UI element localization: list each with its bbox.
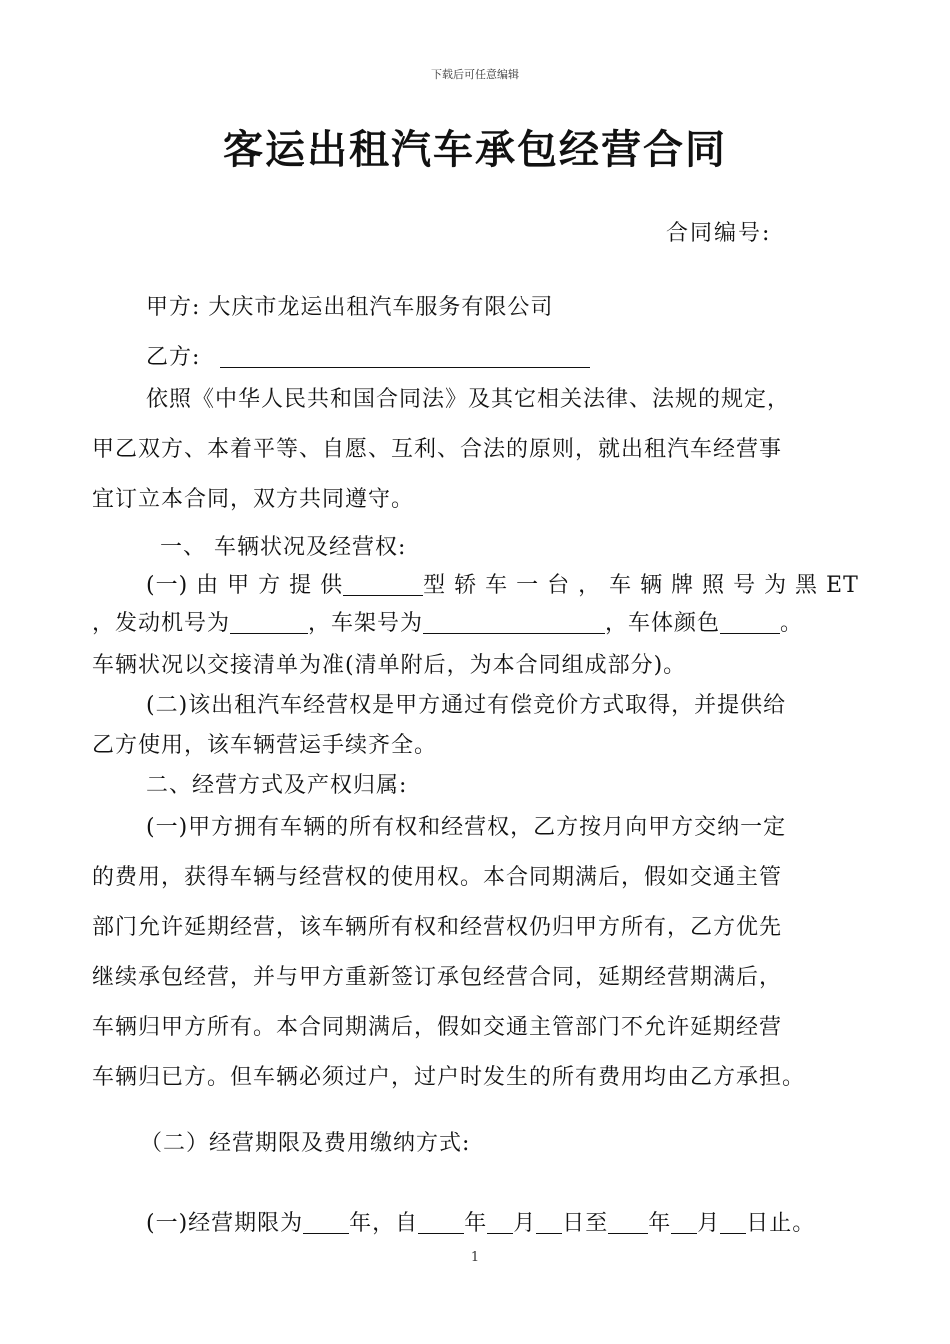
s1-item1-text-e: ，车体颜色 (605, 611, 721, 636)
s1-item1-line-2 (92, 606, 803, 637)
term-text-c: 年 (464, 1211, 488, 1236)
document-title: 客运出租汽车承包经营合同 (223, 126, 727, 173)
engine-no-blank (230, 611, 308, 634)
s1-item1-text-d: ，车架号为 (308, 611, 424, 636)
party-b (146, 340, 590, 371)
term-text-b: 年，自 (349, 1211, 419, 1236)
section2-heading: 二、经营方式及产权归属: (146, 773, 408, 798)
intro-line-3: 宜订立本合同，双方共同遵守。 (92, 487, 415, 512)
term-text-g: 月 (697, 1211, 721, 1236)
s2-item1-line-4: 继续承包经营，并与甲方重新签订承包经营合同，延期经营期满后， (92, 965, 783, 990)
header-note: 下载后可任意编辑 (431, 68, 519, 81)
s1-item1-text-a: (一) 由 甲 方 提 供 (146, 573, 344, 598)
end-month-blank (671, 1211, 697, 1234)
color-blank (720, 611, 780, 634)
term-text-e: 日至 (562, 1211, 609, 1236)
frame-no-blank (423, 611, 605, 634)
contract-number-label: 合同编号: (666, 221, 772, 246)
section1-heading: 一、 车辆状况及经营权: (160, 535, 407, 560)
s1-item1-line-3: 车辆状况以交接清单为准(清单附后，为本合同组成部分)。 (92, 653, 687, 678)
s2-item1-line-3: 部门允许延期经营，该车辆所有权和经营权仍归甲方所有，乙方优先 (92, 915, 783, 940)
intro-line-1: 依照《中华人民共和国合同法》及其它相关法律、法规的规定， (146, 387, 791, 412)
term-text-d: 月 (513, 1211, 537, 1236)
s1-item1-text-f: 。 (780, 611, 804, 636)
term-years-blank (303, 1211, 349, 1234)
start-year-blank (418, 1211, 464, 1234)
party-a: 甲方: 大庆市龙运出租汽车服务有限公司 (146, 295, 554, 320)
s2-item1-line-2: 的费用，获得车辆与经营权的使用权。本合同期满后，假如交通主管 (92, 865, 783, 890)
s2-item1-line-5: 车辆归甲方所有。本合同期满后，假如交通主管部门不允许延期经营 (92, 1015, 783, 1040)
intro-line-2: 甲乙双方、本着平等、自愿、互利、合法的原则，就出租汽车经营事 (92, 437, 783, 462)
car-model-blank (343, 573, 423, 596)
page-number: 1 (470, 1250, 480, 1265)
start-day-blank (536, 1211, 562, 1234)
end-day-blank (720, 1211, 746, 1234)
s1-item2-line-1: (二)该出租汽车经营权是甲方通过有偿竞价方式取得，并提供给 (146, 693, 787, 718)
end-year-blank (608, 1211, 648, 1234)
term-line (146, 1206, 815, 1237)
start-month-blank (487, 1211, 513, 1234)
term-heading: （二）经营期限及费用缴纳方式: (140, 1131, 471, 1156)
s1-item2-line-2: 乙方使用，该车辆营运手续齐全。 (92, 733, 438, 758)
s2-item1-line-6: 车辆归已方。但车辆必须过户，过户时发生的所有费用均由乙方承担。 (92, 1065, 806, 1090)
party-b-blank (220, 345, 590, 368)
s1-item1-line-1 (146, 568, 859, 599)
term-text-a: (一)经营期限为 (146, 1211, 304, 1236)
term-text-f: 年 (648, 1211, 672, 1236)
s1-item1-text-b: 型 轿 车 一 台 ， 车 辆 牌 照 号 为 黑 ET (423, 573, 859, 598)
party-b-label: 乙方: (146, 345, 201, 370)
term-text-h: 日止。 (746, 1211, 816, 1236)
s2-item1-line-1: (一)甲方拥有车辆的所有权和经营权，乙方按月向甲方交纳一定 (146, 815, 787, 840)
s1-item1-text-c: ，发动机号为 (92, 611, 231, 636)
